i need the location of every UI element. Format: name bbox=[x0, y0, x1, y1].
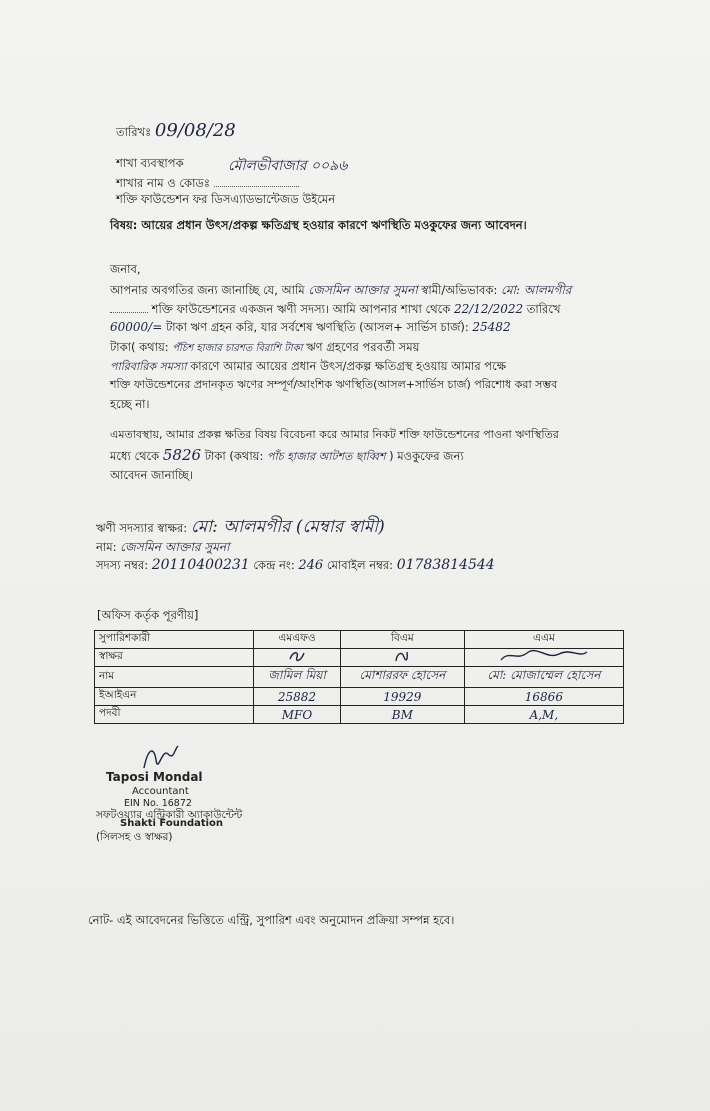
member-name-value: জেসমিন আক্তার সুমনা bbox=[120, 540, 230, 554]
balance-words-handwritten: পঁচিশ হাজার চারশত বিরাশি টাকা bbox=[172, 343, 303, 354]
footer-note: নোট- এই আবেদনের ভিত্তিতে এন্ট্রি, সুপারিশ এবং অনুমোদন প্রক্রিয়া সম্পন্ন হবে। bbox=[88, 913, 455, 927]
table-row bbox=[95, 649, 624, 667]
table-cell: 16866 bbox=[464, 688, 623, 706]
stamp-ein: EIN No. 16872 bbox=[124, 798, 192, 809]
waive-amount-handwritten: 5826 bbox=[162, 446, 202, 464]
body-para2-line-1: এমতাবস্থায়, আমার প্রকল্প ক্ষতির বিষয় বিবেচনা করে আমার নিকট শক্তি ফাউন্ডেশনের পাওনা ঋণস্থিতির bbox=[110, 428, 559, 441]
member-info-row bbox=[96, 558, 495, 573]
mobile-value: 01783814544 bbox=[396, 557, 495, 573]
member-name-label: নাম: bbox=[96, 540, 117, 554]
mobile-label: মোবাইল নম্বর: bbox=[326, 558, 394, 572]
row-label: ইআইএন bbox=[95, 688, 254, 706]
member-sig-label: ঋণী সদস্যার স্বাক্ষর: bbox=[96, 521, 188, 535]
date-label: তারিখঃ bbox=[116, 125, 152, 139]
guardian-handwritten: মো: আলমগীর bbox=[501, 283, 572, 297]
stamp-name: Taposi Mondal bbox=[106, 770, 203, 784]
loan-date-handwritten: 22/12/2022 bbox=[453, 302, 524, 316]
subject-label: বিষয়: bbox=[110, 218, 138, 232]
body-text: ঋণ গ্রহণের পরবর্তী সময় bbox=[306, 340, 420, 354]
signature-cell bbox=[464, 649, 623, 667]
body-text: শক্তি ফাউন্ডেশনের একজন ঋণী সদস্য। আমি আপনার শাখা থেকে bbox=[151, 302, 451, 316]
header-cell: এমএফও bbox=[254, 631, 341, 649]
body-para2-line-2 bbox=[110, 448, 464, 464]
date-value: 09/08/28 bbox=[154, 120, 236, 141]
table-row bbox=[95, 631, 624, 649]
stamp-role: Accountant bbox=[132, 786, 189, 797]
member-no-value: 20110400231 bbox=[151, 557, 250, 573]
row-label: স্বাক্ষর bbox=[95, 649, 254, 667]
body-line-5 bbox=[110, 359, 506, 374]
table-row bbox=[95, 688, 624, 706]
date-row bbox=[116, 120, 236, 141]
reason-handwritten: পারিবারিক সমস্যা bbox=[110, 360, 187, 373]
body-text: মধ্যে থেকে bbox=[110, 449, 160, 463]
body-line-2 bbox=[110, 302, 561, 316]
header-cell: এএম bbox=[464, 631, 623, 649]
signature-cell bbox=[340, 649, 464, 667]
table-cell: A,M, bbox=[464, 706, 623, 724]
body-text: টাকা ঋণ গ্রহন করি, যার সর্বশেষ ঋণস্থিতি (আসল+ সার্ভিস চার্জ): bbox=[165, 320, 469, 334]
signature-mark bbox=[392, 649, 412, 663]
body-text: টাকা (কথায়: bbox=[204, 449, 264, 463]
body-text: ) মওকুফের জন্য bbox=[389, 449, 464, 463]
body-line-4 bbox=[110, 340, 419, 356]
table-cell: মোশাররফ হোসেন bbox=[340, 667, 464, 688]
accountant-signature bbox=[140, 742, 180, 772]
office-section-title: [অফিস কর্তৃক পূরণীয়] bbox=[97, 608, 199, 622]
table-row bbox=[95, 667, 624, 688]
salutation: জনাব, bbox=[110, 262, 141, 276]
member-name-row bbox=[96, 540, 230, 554]
loan-amount-handwritten: 60000/= bbox=[110, 320, 163, 334]
body-line-3 bbox=[110, 320, 511, 334]
branch-row bbox=[116, 176, 299, 190]
balance-handwritten: 25482 bbox=[472, 320, 511, 334]
row-label: নাম bbox=[95, 667, 254, 688]
body-text: কারণে আমার আয়ের প্রধান উৎস/প্রকল্প ক্ষতিগ্রস্থ হওয়ায় আমার পক্ষে bbox=[190, 359, 507, 373]
signature-mark bbox=[499, 649, 589, 663]
body-line-7: হচ্ছে না। bbox=[110, 397, 150, 411]
office-table bbox=[94, 630, 624, 724]
software-entry-label: সফটওয়্যার এন্ট্রিকারী অ্যাকাউন্টেন্ট bbox=[96, 809, 243, 821]
table-row bbox=[95, 706, 624, 724]
branch-value: মৌলভীবাজার ০০৯৬ bbox=[228, 158, 348, 174]
signature-mark bbox=[287, 649, 307, 663]
member-name-handwritten: জেসমিন আক্তার সুমনা bbox=[308, 283, 418, 297]
member-sig-row bbox=[96, 517, 385, 537]
table-cell: জামিল মিয়া bbox=[254, 667, 341, 688]
branch-label: শাখার নাম ও কোডঃ bbox=[116, 176, 211, 190]
branch-manager-label: শাখা ব্যবস্থাপক bbox=[116, 156, 184, 170]
signature-cell bbox=[254, 649, 341, 667]
table-cell: MFO bbox=[254, 706, 341, 724]
header-cell: সুপারিশকারী bbox=[95, 631, 254, 649]
table-cell: মো: মোজাম্মেল হোসেন bbox=[464, 667, 623, 688]
body-line-1 bbox=[110, 283, 571, 297]
header-cell: বিএম bbox=[340, 631, 464, 649]
centre-value: 246 bbox=[298, 558, 324, 573]
body-line-6: শক্তি ফাউন্ডেশনের প্রদানকৃত ঋণের সম্পূর্ণ/আংশিক ঋণস্থিতি(আসল+সার্ভিস চার্জ) পরিশোধ করা সম্ভব bbox=[110, 378, 558, 391]
body-text: তারিখে bbox=[526, 302, 561, 316]
row-label: পদবী bbox=[95, 706, 254, 724]
centre-label: কেন্দ্র নং: bbox=[253, 558, 295, 572]
table-cell: 25882 bbox=[254, 688, 341, 706]
body-para2-line-3: আবেদন জানাচ্ছি। bbox=[110, 468, 194, 482]
body-text: আপনার অবগতির জন্য জানাচ্ছি যে, আমি bbox=[110, 283, 305, 297]
body-text: স্বামী/অভিভাবক: bbox=[421, 283, 498, 297]
org-name: শক্তি ফাউন্ডেশন ফর ডিসএ্যাডভান্টেজড উইমেন bbox=[116, 192, 336, 206]
subject-text: আয়ের প্রধান উৎস/প্রকল্প ক্ষতিগ্রস্থ হওয়ার কারণে ঋণস্থিতি মওকুফের জন্য আবেদন। bbox=[141, 218, 527, 232]
member-no-label: সদস্য নম্বর: bbox=[96, 558, 149, 572]
table-cell: 19929 bbox=[340, 688, 464, 706]
table-cell: BM bbox=[340, 706, 464, 724]
subject-line bbox=[110, 218, 527, 232]
body-text: টাকা( কথায়: bbox=[110, 340, 169, 354]
waive-words-handwritten: পাঁচ হাজার আটশত ছাব্বিশ bbox=[267, 450, 386, 463]
seal-note: (সিলসহ ও স্বাক্ষর) bbox=[96, 831, 173, 843]
member-sig-value: মো: আলমগীর (মেম্বার স্বামী) bbox=[190, 517, 385, 537]
stamp-org: Shakti Foundation bbox=[120, 818, 224, 829]
